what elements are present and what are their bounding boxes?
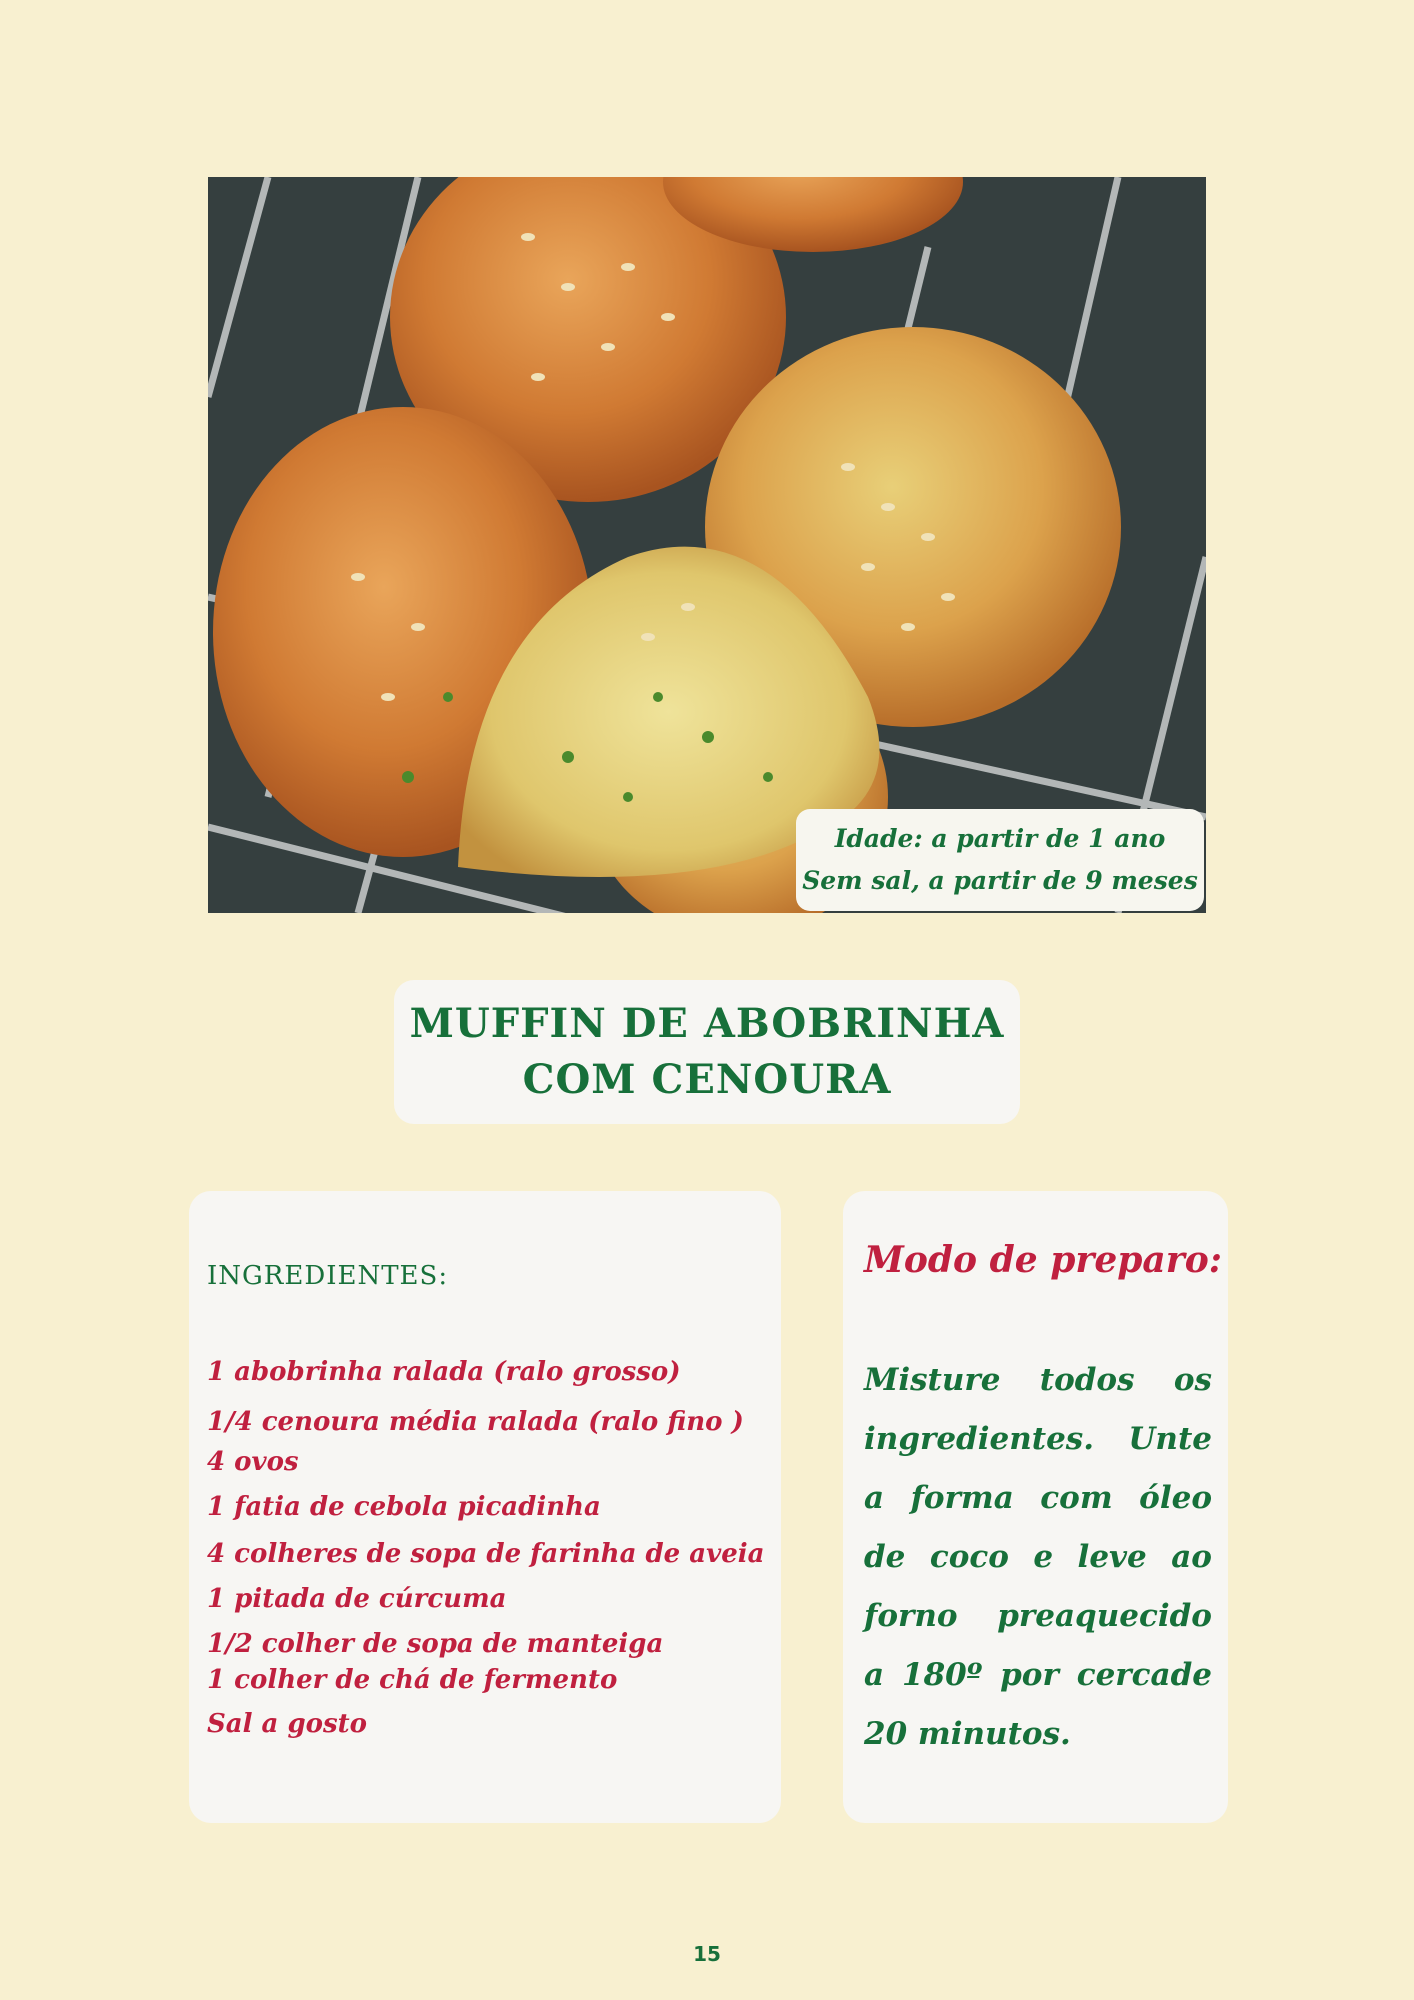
ingredients-heading: INGREDIENTES: — [207, 1261, 449, 1291]
age-badge — [796, 809, 1204, 911]
ingredients-card — [189, 1191, 781, 1823]
age-line-1: Idade: a partir de 1 ano — [834, 824, 1166, 853]
ingredient-item: 1 abobrinha ralada (ralo grosso) — [207, 1357, 681, 1387]
ingredient-item: 4 colheres de sopa de farinha de aveia — [207, 1539, 765, 1569]
ingredient-item: Sal a gosto — [207, 1709, 367, 1739]
muffin-illustration — [208, 177, 1206, 913]
muffin-photo — [208, 177, 1206, 913]
page-number: 15 — [693, 1942, 721, 1966]
ingredient-item: 1/4 cenoura média ralada (ralo fino ) — [207, 1407, 744, 1437]
ingredient-item: 1 fatia de cebola picadinha — [207, 1492, 601, 1522]
recipe-title-line-1: MUFFIN DE ABOBRINHA — [409, 1000, 1005, 1047]
preparation-card — [843, 1191, 1228, 1823]
age-line-2: Sem sal, a partir de 9 meses — [802, 866, 1198, 895]
ingredient-item: 1 pitada de cúrcuma — [207, 1584, 507, 1614]
recipe-title-line-2: COM CENOURA — [522, 1056, 892, 1103]
ingredient-item: 1/2 colher de sopa de manteiga — [207, 1629, 664, 1659]
preparation-heading: Modo de preparo: — [864, 1239, 1222, 1281]
ingredient-item: 4 ovos — [207, 1447, 299, 1477]
preparation-text: Misture todos os ingredientes. Unte a forma com óleo de coco e leve ao forno preaquecido a 180º por cercade 20 minutos. — [864, 1362, 1212, 1752]
ingredient-item: 1 colher de chá de fermento — [207, 1665, 618, 1695]
recipe-title — [394, 980, 1020, 1124]
